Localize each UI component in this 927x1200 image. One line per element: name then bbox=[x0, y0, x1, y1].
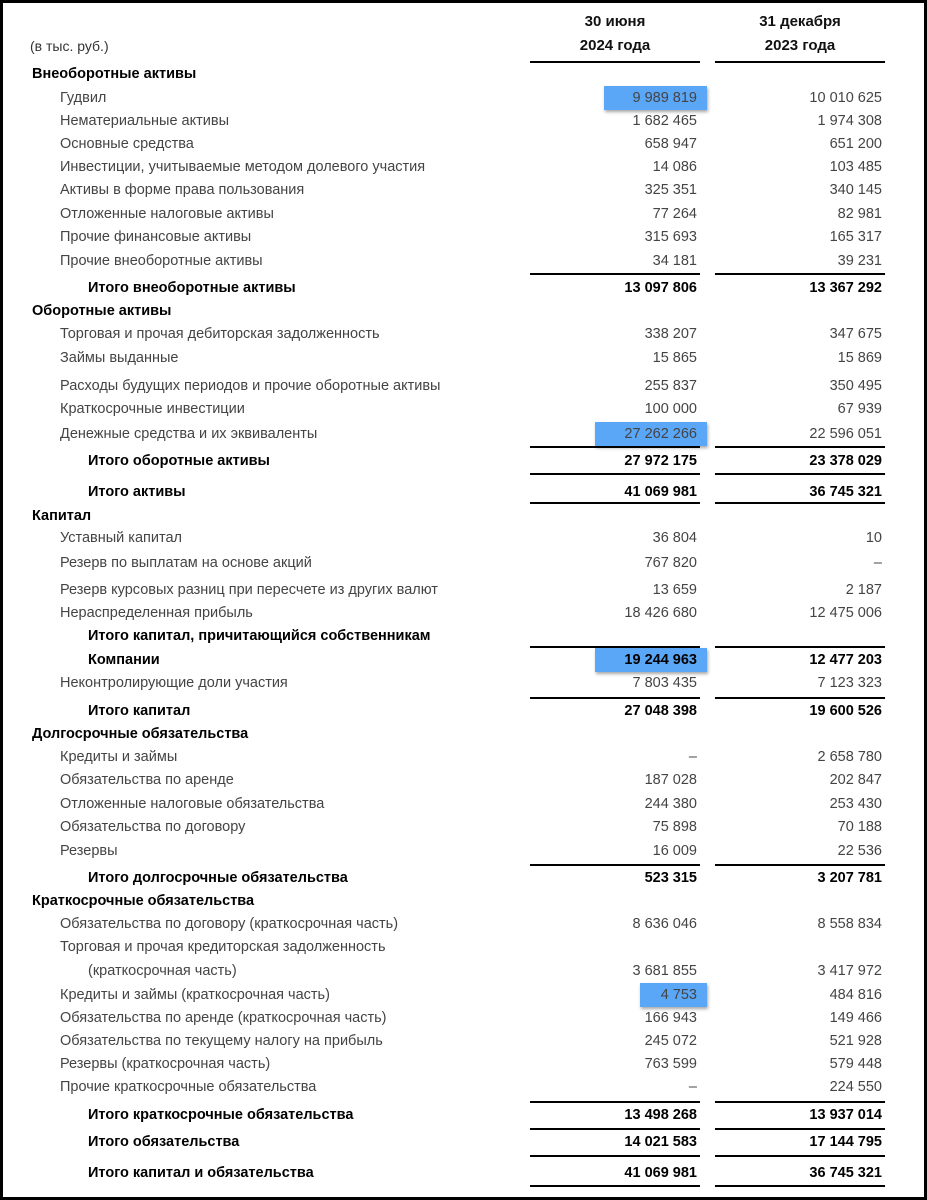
table-row bbox=[0, 552, 927, 574]
rule-2024 bbox=[530, 1101, 700, 1103]
total-row bbox=[0, 1131, 927, 1153]
row-label: Итого долгосрочные обязательства bbox=[88, 870, 348, 886]
total-row bbox=[0, 700, 927, 722]
rule-2024 bbox=[530, 1128, 700, 1130]
rule-2023 bbox=[715, 1185, 885, 1187]
value-2023: 82 981 bbox=[837, 206, 882, 222]
row-label: Торговая и прочая кредиторская задолженность bbox=[60, 939, 386, 955]
value-2024: 41 069 981 bbox=[624, 1165, 697, 1181]
table-row bbox=[0, 936, 927, 958]
table-row bbox=[0, 347, 927, 369]
value-2024: 75 898 bbox=[652, 819, 697, 835]
row-label: Резерв курсовых разниц при пересчете из других валют bbox=[60, 582, 438, 598]
value-2024: 36 804 bbox=[652, 530, 697, 546]
value-2023: 3 207 781 bbox=[817, 870, 882, 886]
row-label: Итого капитал, причитающийся собственникам bbox=[88, 628, 431, 644]
table-row bbox=[0, 1007, 927, 1029]
value-2023: 579 448 bbox=[829, 1056, 882, 1072]
rule-2023 bbox=[715, 1101, 885, 1103]
table-row bbox=[0, 133, 927, 155]
value-2023: 13 367 292 bbox=[809, 280, 882, 296]
value-2023: 17 144 795 bbox=[809, 1134, 882, 1150]
table-row bbox=[0, 156, 927, 178]
row-label: Торговая и прочая дебиторская задолженность bbox=[60, 326, 380, 342]
row-label: Инвестиции, учитываемые методом долевого участия bbox=[60, 159, 426, 175]
value-2024: 3 681 855 bbox=[632, 963, 697, 979]
value-2023: 12 475 006 bbox=[809, 605, 882, 621]
row-label: Займы выданные bbox=[60, 350, 179, 366]
value-2023: 19 600 526 bbox=[809, 703, 882, 719]
value-2024: 658 947 bbox=[644, 136, 697, 152]
column-header-2024-line2: 2024 года bbox=[579, 37, 651, 54]
table-row bbox=[0, 110, 927, 132]
row-label: Резерв по выплатам на основе акций bbox=[60, 555, 312, 571]
rule-2023 bbox=[715, 1155, 885, 1157]
value-2024: 14 021 583 bbox=[624, 1134, 697, 1150]
total-row bbox=[0, 867, 927, 889]
table-row bbox=[0, 87, 927, 109]
section-heading bbox=[0, 505, 927, 527]
row-label: Нераспределенная прибыль bbox=[60, 605, 253, 621]
rule-2024 bbox=[530, 473, 700, 475]
value-2023: 224 550 bbox=[829, 1079, 882, 1095]
table-row bbox=[0, 769, 927, 791]
table-row bbox=[0, 602, 927, 624]
rule-2024 bbox=[530, 446, 700, 448]
value-2024: 9 989 819 bbox=[632, 90, 697, 106]
column-header-2023-line1: 31 декабря bbox=[759, 13, 841, 30]
value-2024: 255 837 bbox=[644, 378, 697, 394]
section-heading bbox=[0, 723, 927, 745]
row-label: Долгосрочные обязательства bbox=[32, 726, 249, 742]
row-label: Итого обязательства bbox=[88, 1134, 240, 1150]
value-2024: 27 972 175 bbox=[624, 453, 697, 469]
value-2024: 14 086 bbox=[652, 159, 697, 175]
value-2023: 350 495 bbox=[829, 378, 882, 394]
row-label: Компании bbox=[88, 652, 160, 668]
table-row bbox=[0, 1076, 927, 1098]
value-2023: 2 187 bbox=[845, 582, 882, 598]
total-row bbox=[0, 450, 927, 472]
value-2023: 2 658 780 bbox=[817, 749, 882, 765]
value-2023: 36 745 321 bbox=[809, 1165, 882, 1181]
table-row bbox=[0, 840, 927, 862]
value-2024: 13 659 bbox=[652, 582, 697, 598]
rule-2023 bbox=[715, 697, 885, 699]
row-label: Основные средства bbox=[60, 136, 194, 152]
row-label: Внеоборотные активы bbox=[32, 66, 197, 82]
value-2023: 340 145 bbox=[829, 182, 882, 198]
row-label: Нематериальные активы bbox=[60, 113, 229, 129]
total-row bbox=[0, 625, 927, 647]
row-label: Резервы (краткосрочная часть) bbox=[60, 1056, 271, 1072]
rule-2024 bbox=[530, 1185, 700, 1187]
value-2024: 763 599 bbox=[644, 1056, 697, 1072]
column-header-2024 bbox=[530, 10, 700, 58]
row-label: Итого внеоборотные активы bbox=[88, 280, 296, 296]
value-2024: – bbox=[688, 749, 697, 765]
rule-2024 bbox=[530, 697, 700, 699]
total-row bbox=[0, 1104, 927, 1126]
table-row bbox=[0, 984, 927, 1006]
table-row bbox=[0, 579, 927, 601]
row-label: Итого капитал и обязательства bbox=[88, 1165, 314, 1181]
value-2023: 1 974 308 bbox=[817, 113, 882, 129]
value-2023: 22 596 051 bbox=[809, 426, 882, 442]
row-label: Активы в форме права пользования bbox=[60, 182, 305, 198]
value-2024: 1 682 465 bbox=[632, 113, 697, 129]
value-2023: 347 675 bbox=[829, 326, 882, 342]
row-label: Обязательства по текущему налогу на прибыль bbox=[60, 1033, 383, 1049]
value-2024: 13 498 268 bbox=[624, 1107, 697, 1123]
value-2024: 166 943 bbox=[644, 1010, 697, 1026]
row-label: Расходы будущих периодов и прочие оборотные активы bbox=[60, 378, 441, 394]
table-row bbox=[0, 746, 927, 768]
value-2024: 767 820 bbox=[644, 555, 697, 571]
table-row bbox=[0, 226, 927, 248]
value-2024: 15 865 bbox=[652, 350, 697, 366]
row-label: Прочие финансовые активы bbox=[60, 229, 252, 245]
section-heading bbox=[0, 890, 927, 912]
value-2023: 22 536 bbox=[837, 843, 882, 859]
row-label: Обязательства по договору bbox=[60, 819, 246, 835]
unit-label: (в тыс. руб.) bbox=[30, 38, 109, 54]
value-2024: 245 072 bbox=[644, 1033, 697, 1049]
table-row bbox=[0, 913, 927, 935]
table-row bbox=[0, 960, 927, 982]
value-2023: 7 123 323 bbox=[817, 675, 882, 691]
value-2023: – bbox=[873, 555, 882, 571]
value-2024: 100 000 bbox=[644, 401, 697, 417]
total-row bbox=[0, 277, 927, 299]
table-row bbox=[0, 816, 927, 838]
row-label: Итого активы bbox=[88, 484, 186, 500]
rule-2023 bbox=[715, 446, 885, 448]
value-2024: 244 380 bbox=[644, 796, 697, 812]
rule-2023 bbox=[715, 646, 885, 648]
value-2023: 13 937 014 bbox=[809, 1107, 882, 1123]
row-label: Капитал bbox=[32, 508, 92, 524]
row-label: Оборотные активы bbox=[32, 303, 172, 319]
row-label: Отложенные налоговые обязательства bbox=[60, 796, 325, 812]
rule-2024 bbox=[530, 1155, 700, 1157]
row-label: Прочие краткосрочные обязательства bbox=[60, 1079, 317, 1095]
table-row bbox=[0, 203, 927, 225]
rule-2024 bbox=[530, 864, 700, 866]
table-row bbox=[0, 323, 927, 345]
row-label: Отложенные налоговые активы bbox=[60, 206, 274, 222]
section-heading bbox=[0, 300, 927, 322]
value-2024: 13 097 806 bbox=[624, 280, 697, 296]
row-label: Денежные средства и их эквиваленты bbox=[60, 426, 318, 442]
value-2024: 7 803 435 bbox=[632, 675, 697, 691]
value-2023: 484 816 bbox=[829, 987, 882, 1003]
table-row bbox=[0, 375, 927, 397]
table-row bbox=[0, 1053, 927, 1075]
rule-2023 bbox=[715, 273, 885, 275]
row-label: Обязательства по договору (краткосрочная часть) bbox=[60, 916, 399, 932]
value-2023: 23 378 029 bbox=[809, 453, 882, 469]
value-2023: 70 188 bbox=[837, 819, 882, 835]
value-2024: 27 048 398 bbox=[624, 703, 697, 719]
table-row bbox=[0, 250, 927, 272]
value-2023: 36 745 321 bbox=[809, 484, 882, 500]
value-2023: 651 200 bbox=[829, 136, 882, 152]
table-row bbox=[0, 672, 927, 694]
value-2024: 8 636 046 bbox=[632, 916, 697, 932]
row-label: Обязательства по аренде bbox=[60, 772, 234, 788]
row-label: (краткосрочная часть) bbox=[88, 963, 237, 979]
row-label: Кредиты и займы (краткосрочная часть) bbox=[60, 987, 330, 1003]
row-label: Итого оборотные активы bbox=[88, 453, 270, 469]
value-2023: 8 558 834 bbox=[817, 916, 882, 932]
value-2024: 338 207 bbox=[644, 326, 697, 342]
row-label: Гудвил bbox=[60, 90, 107, 106]
column-header-2023 bbox=[715, 10, 885, 58]
value-2024: 187 028 bbox=[644, 772, 697, 788]
value-2023: 10 010 625 bbox=[809, 90, 882, 106]
value-2023: 253 430 bbox=[829, 796, 882, 812]
table-row bbox=[0, 527, 927, 549]
row-label: Обязательства по аренде (краткосрочная часть) bbox=[60, 1010, 387, 1026]
value-2024: 4 753 bbox=[660, 987, 697, 1003]
total-row bbox=[0, 1162, 927, 1184]
value-2024: 315 693 bbox=[644, 229, 697, 245]
row-label: Прочие внеоборотные активы bbox=[60, 253, 263, 269]
table-row bbox=[0, 1030, 927, 1052]
value-2023: 165 317 bbox=[829, 229, 882, 245]
total-row bbox=[0, 481, 927, 503]
value-2023: 103 485 bbox=[829, 159, 882, 175]
rule-2023 bbox=[715, 473, 885, 475]
table-row bbox=[0, 423, 927, 445]
value-2023: 15 869 bbox=[837, 350, 882, 366]
rule-2024 bbox=[530, 273, 700, 275]
row-label: Краткосрочные инвестиции bbox=[60, 401, 245, 417]
value-2023: 149 466 bbox=[829, 1010, 882, 1026]
column-header-2023-line2: 2023 года bbox=[764, 37, 836, 54]
value-2024: 19 244 963 bbox=[624, 652, 697, 668]
value-2024: 325 351 bbox=[644, 182, 697, 198]
value-2024: 27 262 266 bbox=[624, 426, 697, 442]
table-row bbox=[0, 398, 927, 420]
value-2023: 202 847 bbox=[829, 772, 882, 788]
section-heading bbox=[0, 63, 927, 85]
column-header-2024-line1: 30 июня bbox=[584, 13, 646, 30]
value-2023: 521 928 bbox=[829, 1033, 882, 1049]
row-label: Неконтролирующие доли участия bbox=[60, 675, 288, 691]
row-label: Кредиты и займы bbox=[60, 749, 178, 765]
value-2024: 34 181 bbox=[652, 253, 697, 269]
value-2024: 18 426 680 bbox=[624, 605, 697, 621]
table-row bbox=[0, 179, 927, 201]
value-2024: 523 315 bbox=[644, 870, 697, 886]
value-2023: 67 939 bbox=[837, 401, 882, 417]
rule-2023 bbox=[715, 864, 885, 866]
row-label: Краткосрочные обязательства bbox=[32, 893, 255, 909]
table-row bbox=[0, 793, 927, 815]
value-2023: 3 417 972 bbox=[817, 963, 882, 979]
row-label: Итого капитал bbox=[88, 703, 191, 719]
value-2024: – bbox=[688, 1079, 697, 1095]
value-2024: 77 264 bbox=[652, 206, 697, 222]
row-label: Резервы bbox=[60, 843, 118, 859]
row-label: Уставный капитал bbox=[60, 530, 182, 546]
row-label: Итого краткосрочные обязательства bbox=[88, 1107, 354, 1123]
rule-2023 bbox=[715, 1128, 885, 1130]
total-row bbox=[0, 649, 927, 671]
value-2023: 10 bbox=[865, 530, 882, 546]
value-2023: 12 477 203 bbox=[809, 652, 882, 668]
value-2024: 41 069 981 bbox=[624, 484, 697, 500]
value-2023: 39 231 bbox=[837, 253, 882, 269]
value-2024: 16 009 bbox=[652, 843, 697, 859]
